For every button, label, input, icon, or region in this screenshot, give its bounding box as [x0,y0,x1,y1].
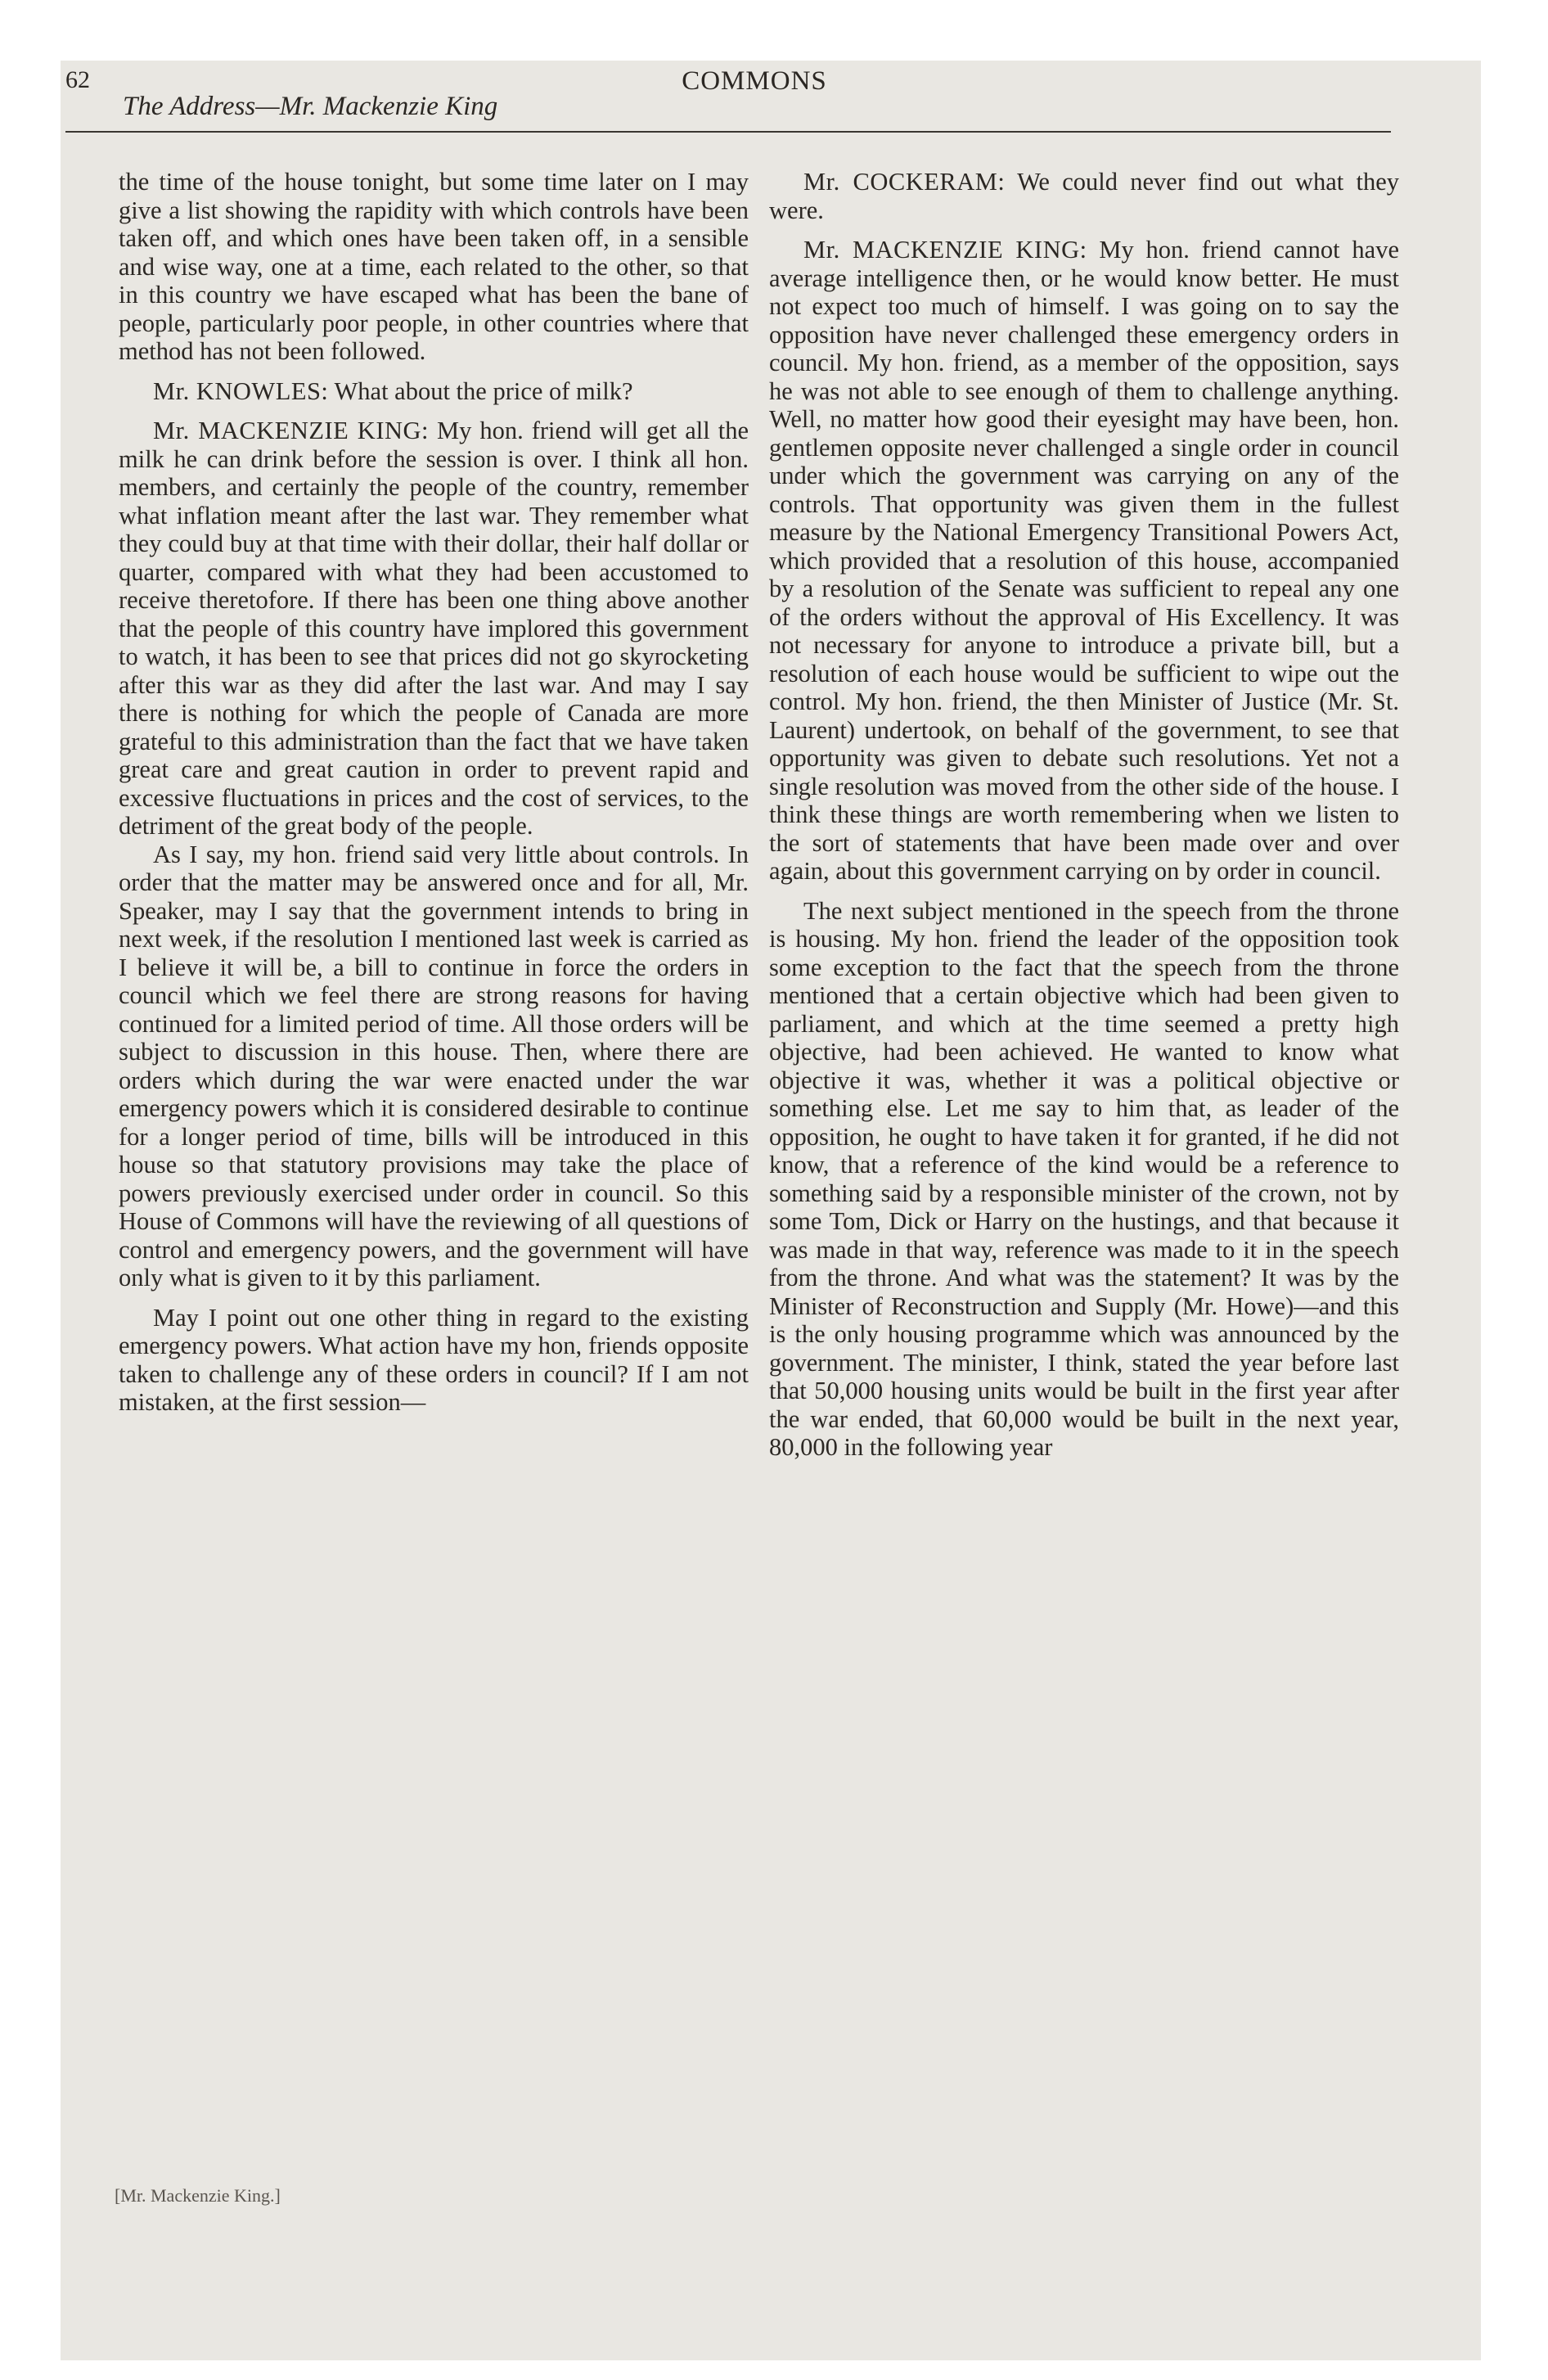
paragraph [119,417,749,841]
paragraph [769,897,1399,1462]
speaker-name: Mr. MACKENZIE KING: [153,417,430,444]
page-number: 62 [65,66,90,93]
paragraph [769,168,1399,224]
speaker-name: Mr. COCKERAM: [803,168,1006,196]
paragraph [119,841,749,1292]
left-column [119,168,749,1428]
paragraph-text: We could never find out what they were. [769,168,1399,224]
running-head: The Address—Mr. Mackenzie King [123,92,498,121]
paragraph-text: May I point out one other thing in regard to the existing emergency powers. What action have my hon, friends opposite taken to challenge any of these orders in council? If I am not mistaken, at the first session— [119,1303,749,1416]
journal-title: COMMONS [682,66,827,96]
paragraph-text: My hon. friend cannot have average intelligence then, or he would know better. He must not expect too much of himself. I was going on to say the opposition have never challenged these emergency orders in council. My hon. friend, as a member of the opposition, says he was not able to see enough of them to challenge anything. Well, no matter how good their eyesight may have been, hon. gentlemen opposite never challenged a single order in council under which the government was carrying on any of the controls. That opportunity was given them in the fullest measure by the National Emergency Transitional Powers Act, which provided that a resolution of this house, accompanied by a resolution of the Senate was sufficient to repeal any one of the orders without the approval of His Excellency. It was not necessary for anyone to introduce a private bill, but a resolution of each house would be sufficient to wipe out the control. My hon. friend, the then Minister of Justice (Mr. St. Laurent) undertook, on behalf of the government, to see that opportunity was given to debate such resolutions. Yet not a single resolution was moved from the other side of the house. I think these things are worth remembering when we listen to the sort of statements that have been made over and over again, about this government carrying on by order in council. [769,236,1399,885]
paragraph-text: What about the price of milk? [334,376,633,405]
speaker-name: Mr. KNOWLES: [153,376,329,405]
paragraph [119,377,749,406]
paragraph-text: As I say, my hon. friend said very little about controls. In order that the matter may be answered once and for all, Mr. Speaker, may I say that the government intends to bring in next week, if the resolution I mentioned last week is carried as I believe it will be, a bill to continue in force the orders in council which we feel there are strong reasons for having continued for a limited period of time. All those orders will be subject to discussion in this house. Then, where there are orders which during the war were enacted under the war emergency powers which it is considered desirable to continue for a longer period of time, bills will be introduced in this house so that statutory provisions may take the place of powers previously exercised under order in council. So this House of Commons will have the reviewing of all questions of control and emergency powers, and the government will have only what is given to it by this parliament. [119,840,749,1291]
paragraph-text: the time of the house tonight, but some time later on I may give a list showing the rapidity with which controls have been taken off, and which ones have been taken off, in a sensible and wise way, one at a time, each related to the other, so that in this country we have escaped what has been the bane of people, particularly poor people, in other countries where that method has not been followed. [119,168,749,365]
paragraph [119,1304,749,1417]
paragraph-text: My hon. friend will get all the milk he can drink before the session is over. I think all hon. members, and certainly the people of the country, remember what inflation meant after the last war. They remember what they could buy at that time with their dollar, their half dollar or quarter, compared with what they had been accustomed to receive theretofore. If there has been one thing above another that the people of this country have implored this government to watch, it has been to see that prices did not go skyrocketing after this war as they did after the last war. And may I say there is nothing for which the people of Canada are more grateful to this administration than the fact that we have taken great care and great caution in order to prevent rapid and excessive fluctuations in prices and the cost of services, to the detriment of the great body of the people. [119,417,749,840]
header-rule [65,131,1391,133]
paragraph-text: The next subject mentioned in the speech from the throne is housing. My hon. friend the leader of the opposition took some exception to the fact that the speech from the throne mentioned that a certain objective which had been given to parliament, and which at the time seemed a pretty high objective, had been achieved. He wanted to know what objective it was, whether it was a political objective or something else. Let me say to him that, as leader of the opposition, he ought to have taken it for granted, if he did not know, that a reference of the kind would be a reference to something said by a responsible minister of the crown, not by some Tom, Dick or Harry on the hustings, and that because it was made in that way, reference was made to it in the speech from the throne. And what was the statement? It was by the Minister of Reconstruction and Supply (Mr. Howe)—and this is the only housing programme which was announced by the government. The minister, I think, stated the year before last that 50,000 housing units would be built in the first year after the war ended, that 60,000 would be built in the next year, 80,000 in the following year [769,896,1399,1461]
speaker-name: Mr. MACKENZIE KING: [803,236,1087,264]
right-column [769,168,1399,1473]
paragraph [769,236,1399,886]
paragraph [119,168,749,366]
footer-note: [Mr. Mackenzie King.] [115,2185,281,2206]
